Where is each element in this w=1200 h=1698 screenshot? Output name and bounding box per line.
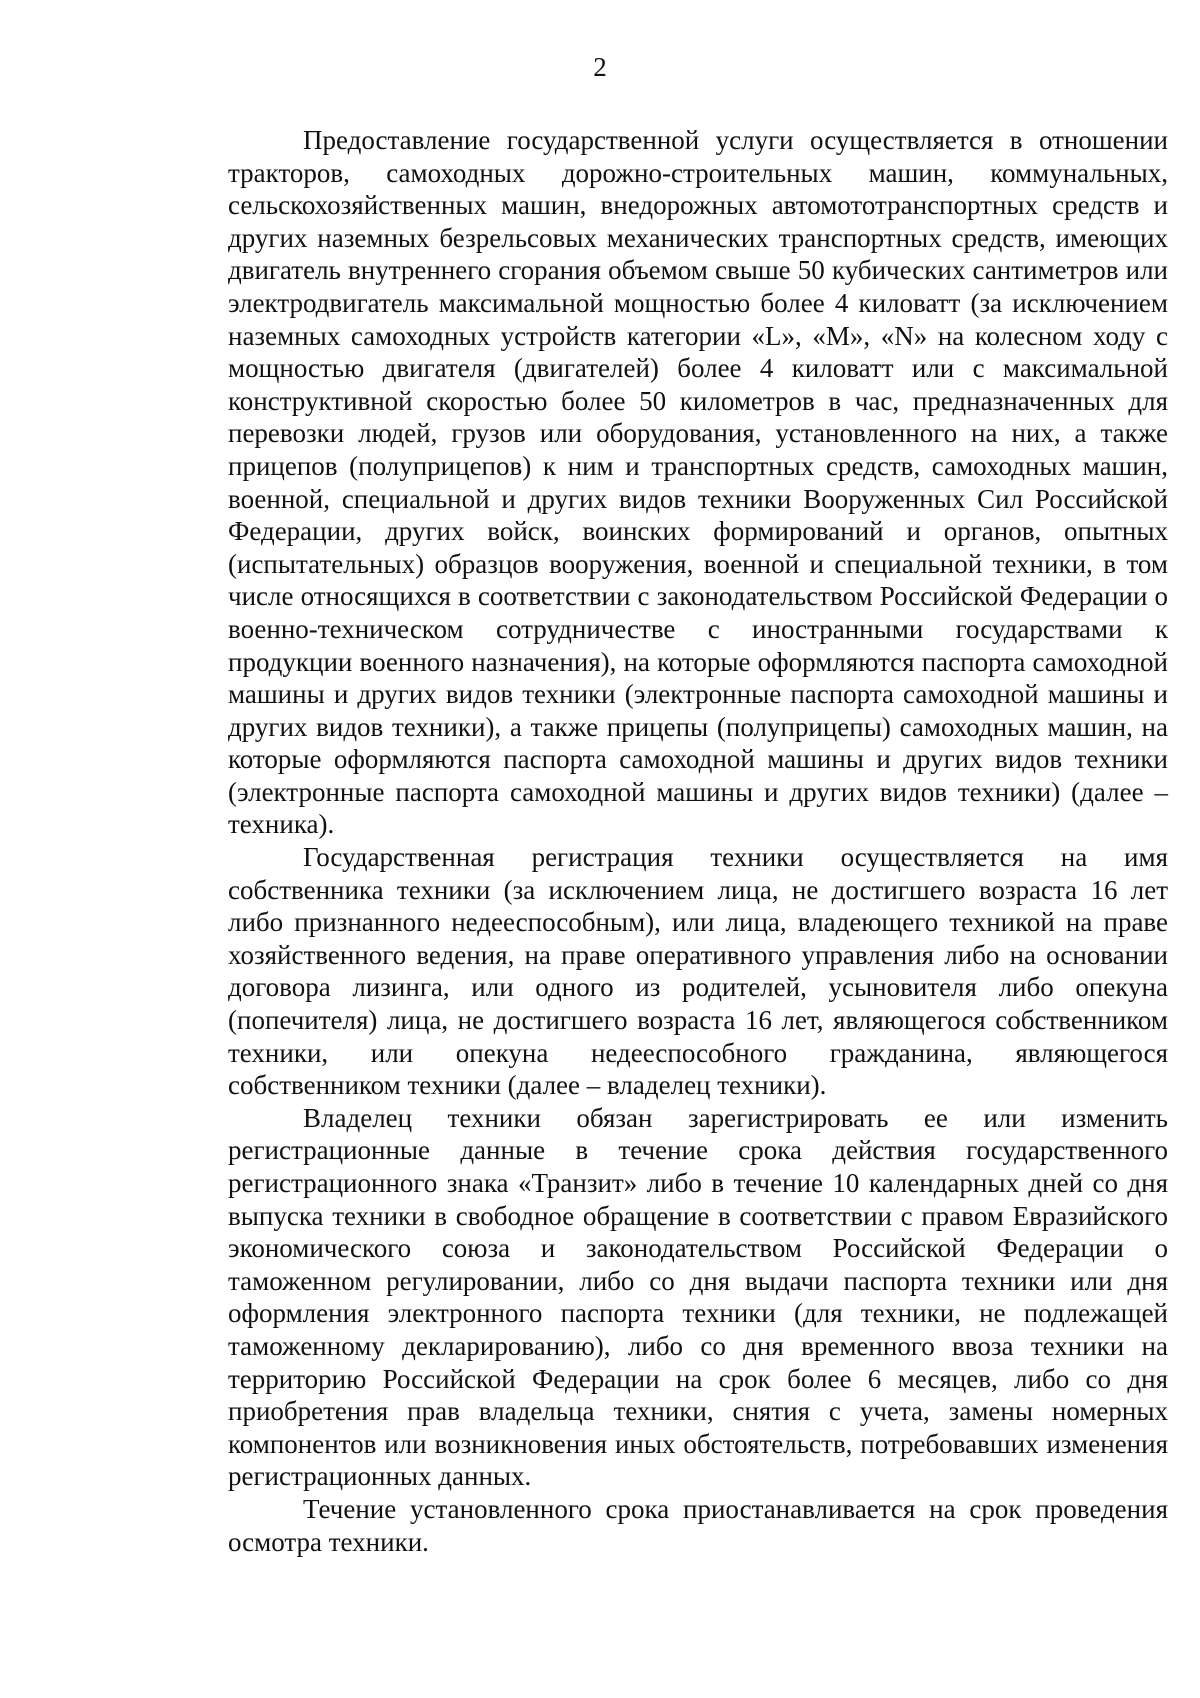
- paragraph-term-suspension: Течение установленного срока приостанавливается на срок проведения осмотра техники.: [228, 1493, 1168, 1557]
- paragraph-registration-owner: Государственная регистрация техники осуществляется на имя собственника техники (за исключением лица, не достигшего возраста 16 лет либо признанного недееспособным), или лица, владеющего техникой на праве хозяйственного ведения, на праве оперативного управления либо на основании договора лизинга, или одного из родителей, усыновителя либо опекуна (попечителя) лица, не достигшего возраста 16 лет, являющегося собственником техники, или опекуна недееспособного гражданина, являющегося собственником техники (далее – владелец техники).: [228, 842, 1168, 1101]
- page-number: 2: [593, 52, 607, 82]
- paragraph-owner-obligation: Владелец техники обязан зарегистрировать ее или изменить регистрационные данные в течение срока действия государственного регистрационного знака «Транзит» либо в течение 10 календарных дней со дня выпуска техники в свободное обращение в соответствии с правом Евразийского экономического союза и законодательством Российской Федерации о таможенном регулировании, либо со дня выдачи паспорта техники или дня оформления электронного паспорта техники (для техники, не подлежащей таможенному декларированию), либо со дня временного ввоза техники на территорию Российской Федерации на срок более 6 месяцев, либо со дня приобретения прав владельца техники, снятия с учета, замены номерных компонентов или возникновения иных обстоятельств, потребовавших изменения регистрационных данных.: [228, 1102, 1168, 1492]
- paragraph-service-scope: Предоставление государственной услуги осуществляется в отношении тракторов, самоходных дорожно-строительных машин, коммунальных, сельскохозяйственных машин, внедорожных автомототранспортных средств и других наземных безрельсовых механических транспортных средств, имеющих двигатель внутреннего сгорания объемом свыше 50 кубических сантиметров или электродвигатель максимальной мощностью более 4 киловатт (за исключением наземных самоходных устройств категории «L», «М», «N» на колесном ходу с мощностью двигателя (двигателей) более 4 киловатт или с максимальной конструктивной скоростью более 50 километров в час, предназначенных для перевозки людей, грузов или оборудования, установленного на них, а также прицепов (полуприцепов) к ним и транспортных средств, самоходных машин, военной, специальной и других видов техники Вооруженных Сил Российской Федерации, других войск, воинских формирований и органов, опытных (испытательных) образцов вооружения, военной и специальной техники, в том числе относящихся в соответствии с законодательством Российской Федерации о военно-техническом сотрудничестве с иностранными государствами к продукции военного назначения), на которые оформляются паспорта самоходной машины и других видов техники (электронные паспорта самоходной машины и других видов техники), а также прицепы (полуприцепы) самоходных машин, на которые оформляются паспорта самоходной машины и других видов техники (электронные паспорта самоходной машины и других видов техники) (далее – техника).: [228, 125, 1168, 840]
- document-body: [228, 124, 1168, 1558]
